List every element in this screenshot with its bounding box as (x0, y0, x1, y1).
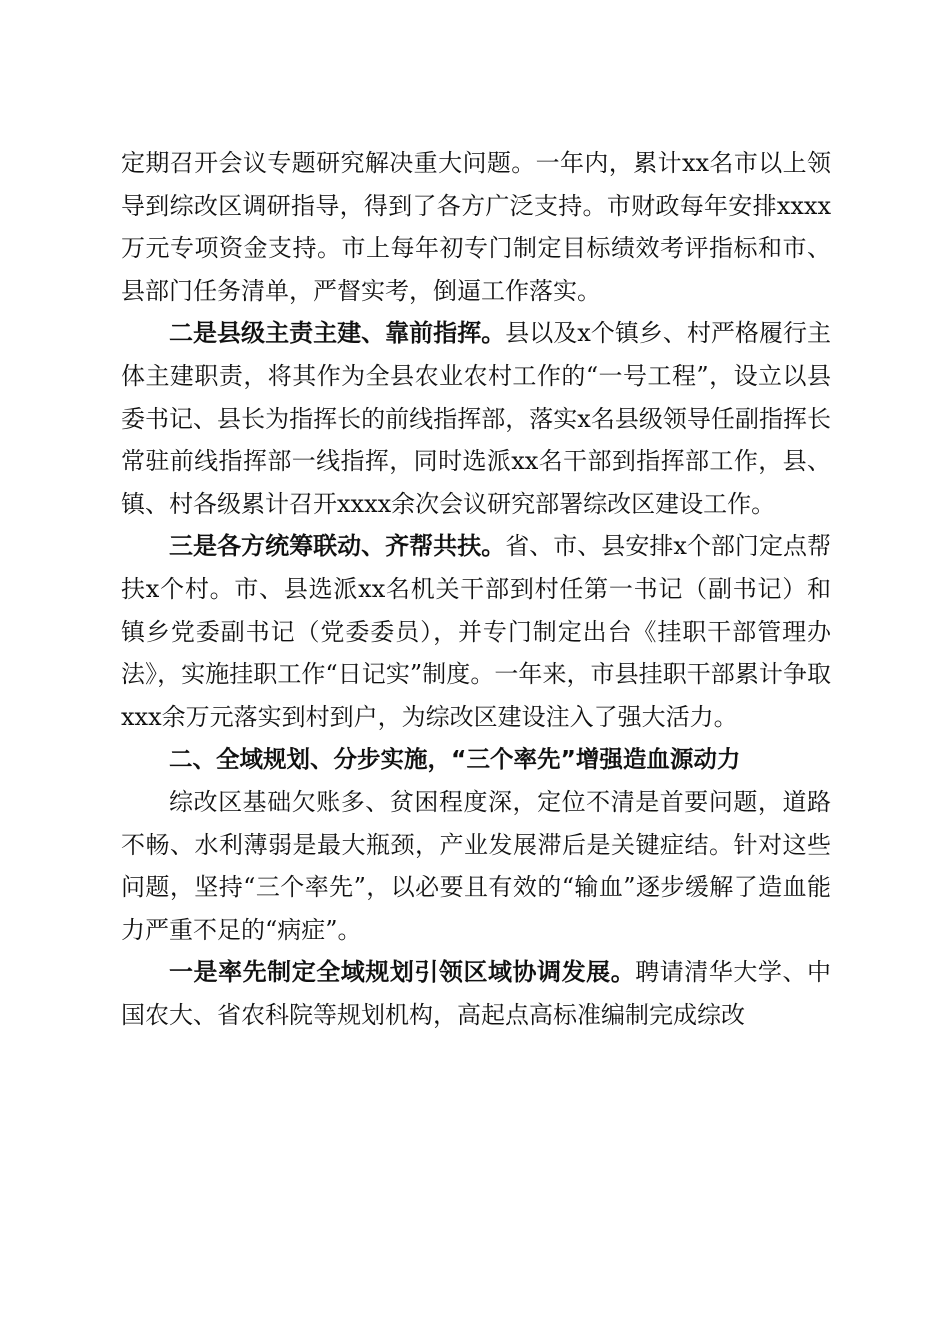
paragraph-lead: 三是各方统筹联动、齐帮共扶。 (169, 531, 506, 561)
paragraph-county-responsibility (121, 312, 831, 525)
paragraph-continuation (121, 142, 831, 312)
paragraph-lead: 一是率先制定全域规划引领区域协调发展。 (169, 957, 636, 987)
paragraph-section-intro (121, 781, 831, 951)
paragraph-regional-planning (121, 951, 831, 1036)
paragraph-text: 定期召开会议专题研究解决重大问题。一年内，累计xx名市以上领导到综改区调研指导，得到了各方广泛支持。市财政每年安排xxxx万元专项资金支持。市上每年初专门制定目标绩效考评指标和市、县部门任务清单，严督实考，倒逼工作落实。 (121, 149, 831, 305)
section-heading: 二、全域规划、分步实施，“三个率先”增强造血源动力 (169, 745, 741, 774)
paragraph-coordinated-support (121, 525, 831, 738)
paragraph-lead: 二是县级主责主建、靠前指挥。 (169, 318, 506, 348)
paragraph-text: 省、市、县安排x个部门定点帮扶x个村。市、县选派xx名机关干部到村任第一书记（副书记）和镇乡党委副书记（党委委员），并专门制定出台《挂职干部管理办法》，实施挂职工作“日记实”制度。一年来，市县挂职干部累计争取xxx余万元落实到村到户，为综改区建设注入了强大活力。 (121, 532, 831, 731)
paragraph-text: 县以及x个镇乡、村严格履行主体主建职责，将其作为全县农业农村工作的“一号工程”，设立以县委书记、县长为指挥长的前线指挥部，落实x名县级领导任副指挥长常驻前线指挥部一线指挥，同时选派xx名干部到指挥部工作，县、镇、村各级累计召开xxxx余次会议研究部署综改区建设工作。 (121, 319, 831, 518)
paragraph-text: 聘请清华大学、中国农大、省农科院等规划机构，高起点高标准编制完成综改 (121, 958, 832, 1029)
paragraph-text: 综改区基础欠账多、贫困程度深，定位不清是首要问题，道路不畅、水利薄弱是最大瓶颈，产业发展滞后是关键症结。针对这些问题，坚持“三个率先”，以必要且有效的“输血”逐步缓解了造血能力严重不足的“病症”。 (121, 787, 831, 944)
document-body (121, 142, 831, 1036)
